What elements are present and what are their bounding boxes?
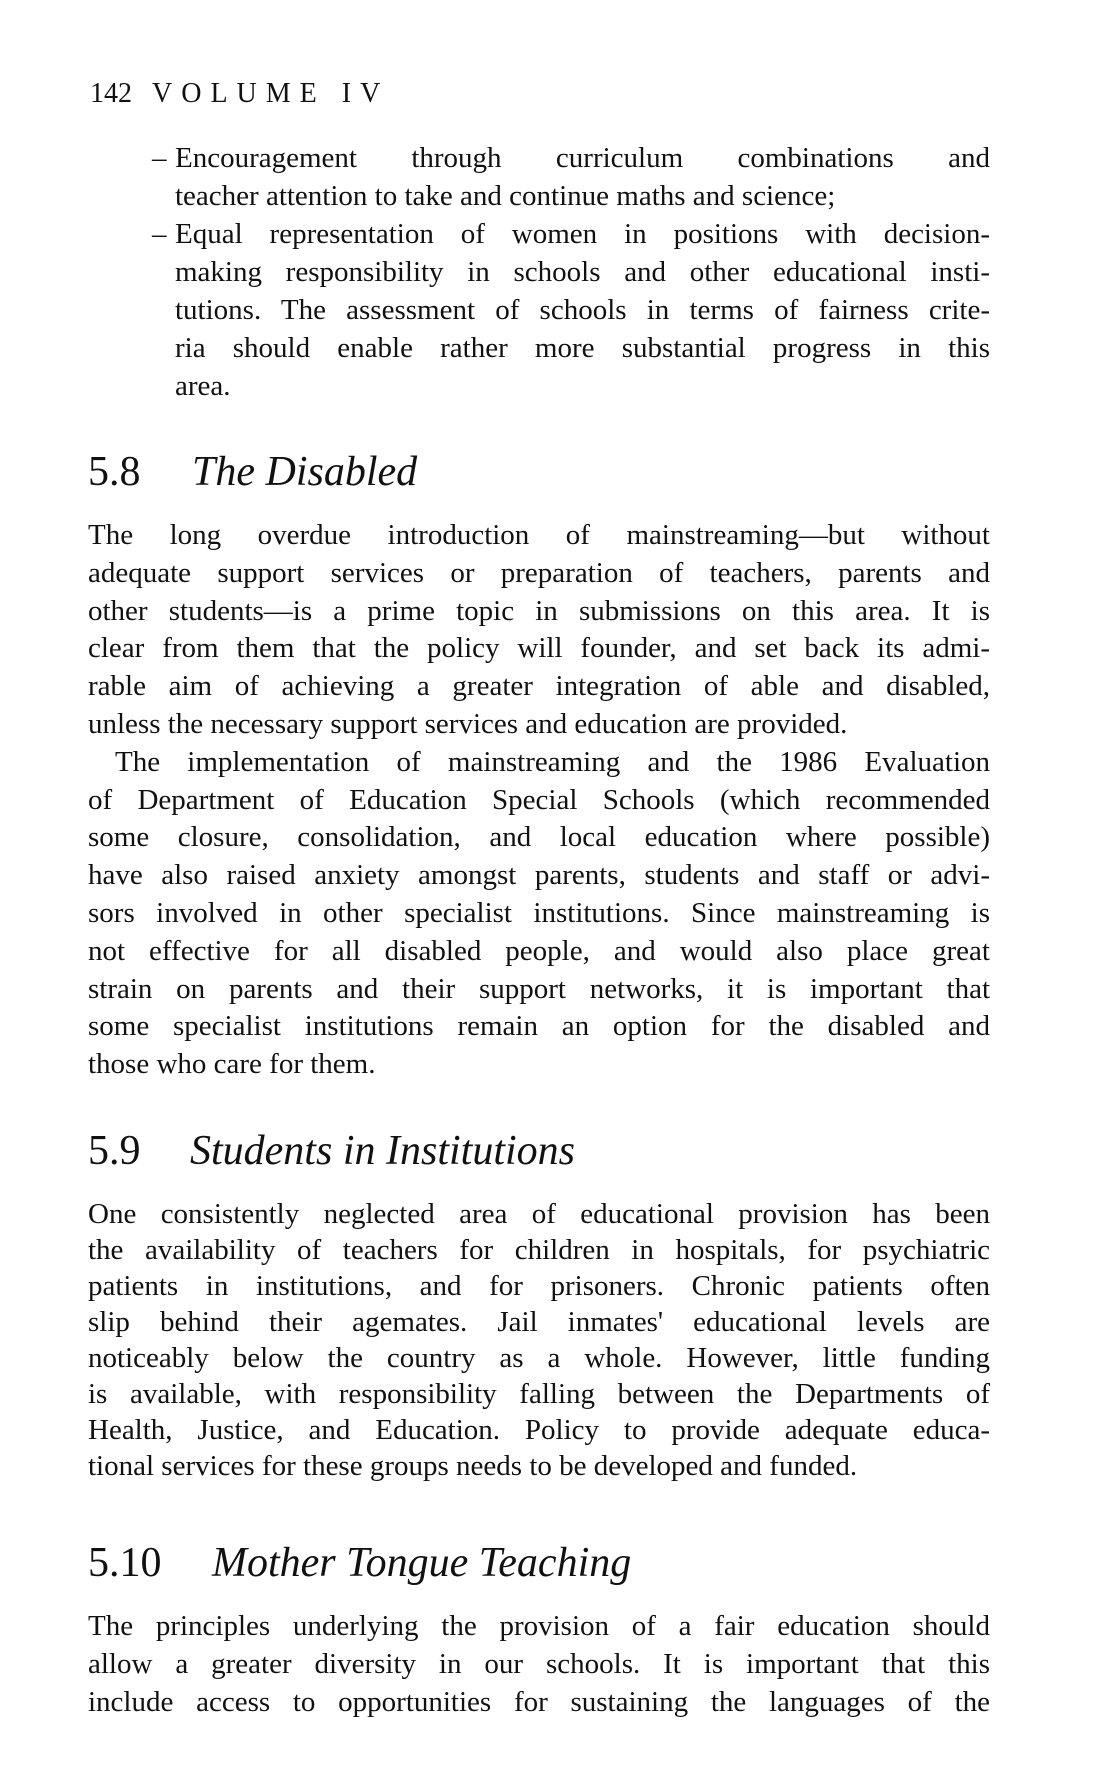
text-line: strain on parents and their support networks, it is important that	[88, 972, 990, 1005]
text-line: patients in institutions, and for prisoners. Chronic patients often	[88, 1270, 990, 1302]
text-line: making responsibility in schools and other educational insti-	[175, 256, 990, 288]
section-title: Mother Tongue Teaching	[212, 1540, 632, 1586]
section-heading-5-10	[88, 1540, 632, 1586]
bullet-item	[152, 139, 990, 215]
paragraph	[88, 1196, 990, 1484]
dash-bullet: –	[152, 142, 167, 174]
text-line: slip behind their agemates. Jail inmates' educational levels are	[88, 1306, 990, 1338]
paragraph	[88, 744, 990, 1084]
text-line: Equal representation of women in positions with decision-	[175, 218, 990, 250]
section-5-8-body	[88, 517, 990, 1084]
text-line: clear from them that the policy will founder, and set back its admi-	[88, 632, 990, 665]
paragraph	[88, 517, 990, 744]
text-line: One consistently neglected area of educational provision has been	[88, 1198, 990, 1230]
section-number: 5.8	[88, 449, 141, 495]
page-number: 142	[90, 78, 132, 109]
text-line: The long overdue introduction of mainstreaming—but without	[88, 519, 990, 551]
text-line: sors involved in other specialist institutions. Since mainstreaming is	[88, 896, 990, 929]
text-line: tional services for these groups needs to be developed and funded.	[88, 1450, 858, 1482]
section-heading-5-8	[88, 449, 418, 495]
section-number: 5.10	[88, 1540, 162, 1586]
text-line: include access to opportunities for sustaining the languages of the	[88, 1686, 990, 1718]
text-line: those who care for them.	[88, 1048, 376, 1081]
paragraph	[88, 1607, 990, 1721]
text-line: allow a greater diversity in our schools. It is important that this	[88, 1648, 990, 1680]
text-line: ria should enable rather more substantial progress in this	[175, 332, 990, 364]
text-line: some specialist institutions remain an option for the disabled and	[88, 1010, 990, 1043]
section-5-9-body	[88, 1196, 990, 1484]
text-line: area.	[175, 370, 231, 402]
text-line: The principles underlying the provision of a fair education should	[88, 1610, 990, 1642]
text-line: teacher attention to take and continue maths and science;	[175, 180, 836, 212]
section-title: Students in Institutions	[190, 1128, 576, 1174]
text-line: Health, Justice, and Education. Policy to provide adequate educa-	[88, 1414, 990, 1446]
section-number: 5.9	[88, 1128, 141, 1174]
section-heading-5-9	[88, 1128, 576, 1174]
text-line: is available, with responsibility falling between the Departments of	[88, 1378, 990, 1410]
text-line: adequate support services or preparation of teachers, parents and	[88, 556, 990, 589]
text-line: Encouragement through curriculum combinations and	[175, 142, 990, 174]
section-title: The Disabled	[192, 449, 418, 495]
text-line: have also raised anxiety amongst parents, students and staff or advi-	[88, 859, 990, 892]
text-line: of Department of Education Special Schools (which recommended	[88, 783, 990, 816]
bullet-item	[152, 215, 990, 405]
dash-bullet: –	[152, 218, 167, 250]
bullet-list	[152, 139, 990, 405]
text-line: other students—is a prime topic in submissions on this area. It is	[88, 594, 990, 627]
text-line: rable aim of achieving a greater integration of able and disabled,	[88, 670, 990, 703]
text-line: tutions. The assessment of schools in terms of fairness crite-	[175, 294, 990, 326]
text-line: The implementation of mainstreaming and the 1986 Evaluation	[115, 745, 990, 778]
volume-label: VOLUME IV	[152, 78, 390, 109]
text-line: the availability of teachers for children in hospitals, for psychiatric	[88, 1234, 990, 1266]
text-line: unless the necessary support services and education are provided.	[88, 707, 848, 740]
running-header	[90, 80, 389, 108]
text-line: not effective for all disabled people, and would also place great	[88, 934, 990, 967]
text-line: some closure, consolidation, and local education where possible)	[88, 821, 990, 854]
text-line: noticeably below the country as a whole. However, little funding	[88, 1342, 990, 1374]
section-5-10-body	[88, 1607, 990, 1721]
